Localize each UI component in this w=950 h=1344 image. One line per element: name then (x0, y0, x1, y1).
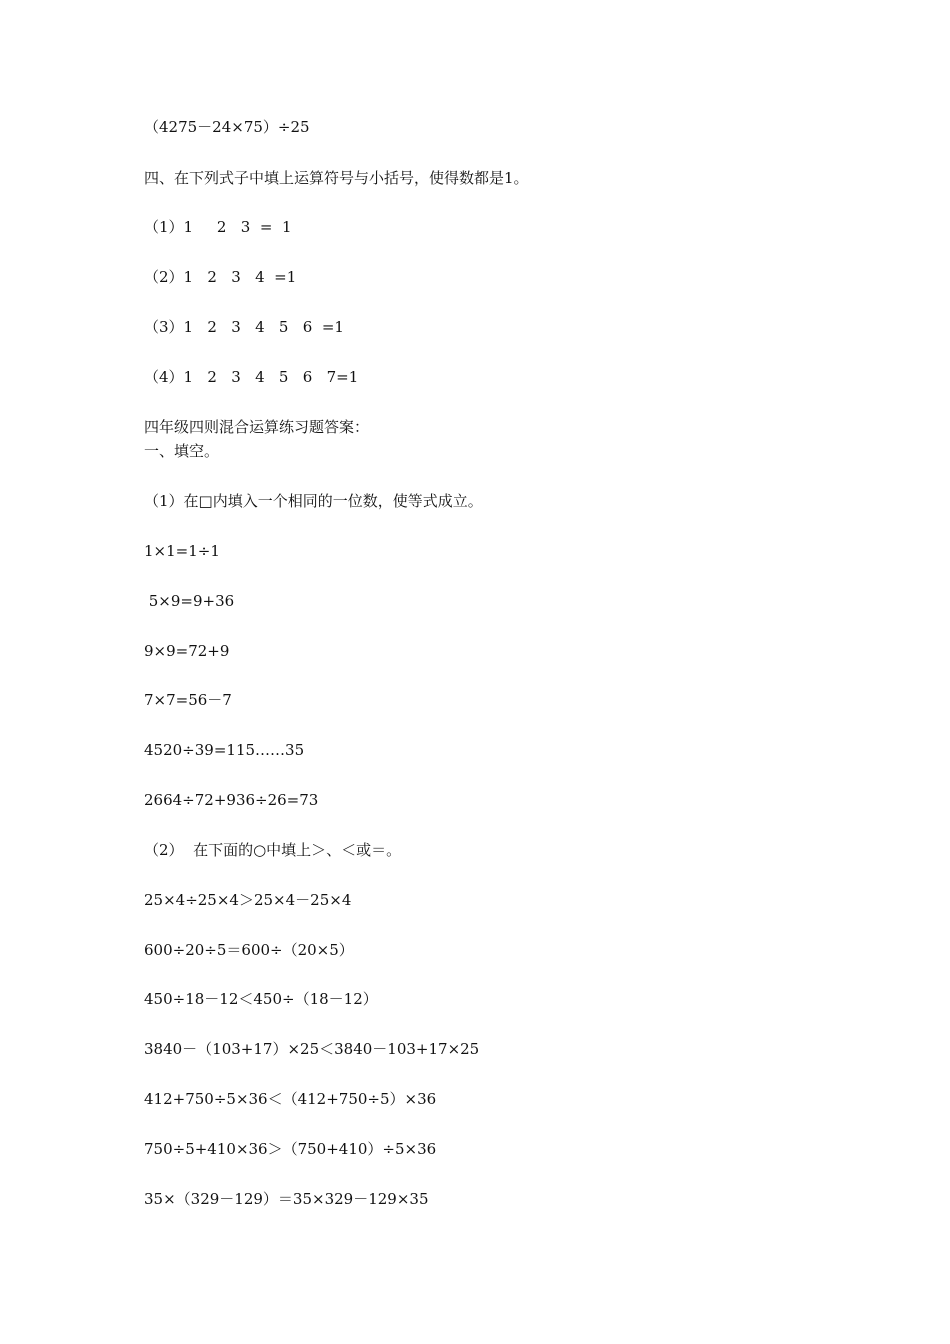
answer-line: 412+750÷5×36＜（412+750÷5）×36 (144, 1090, 437, 1108)
section-four-heading: 四、在下列式子中填上运算符号与小括号，使得数都是1。 (144, 169, 529, 187)
answer-line: 25×4÷25×4＞25×4－25×4 (144, 891, 352, 909)
answer-line: 7×7=56－7 (144, 691, 232, 709)
answer-line: 4520÷39=115……35 (144, 741, 305, 759)
answer-line: 450÷18－12＜450÷（18－12） (144, 990, 378, 1008)
answer-line: 3840－（103+17）×25＜3840－103+17×25 (144, 1040, 480, 1058)
answer-line: 1×1=1÷1 (144, 542, 220, 560)
expression-line: （4275－24×75）÷25 (144, 118, 310, 136)
subsection-heading: （1）在□内填入一个相同的一位数，使等式成立。 (144, 492, 483, 510)
answer-line: 750÷5+410×36＞（750+410）÷5×36 (144, 1140, 437, 1158)
problem-item: （4）1 2 3 4 5 6 7=1 (144, 368, 359, 386)
answer-line: 9×9=72+9 (144, 642, 230, 660)
answer-line: 5×9=9+36 (144, 592, 235, 610)
problem-item: （3）1 2 3 4 5 6 =1 (144, 318, 344, 336)
answers-title: 四年级四则混合运算练习题答案： (144, 418, 370, 436)
answer-line: 2664÷72+936÷26=73 (144, 791, 319, 809)
section-one-heading: 一、填空。 (144, 442, 220, 460)
answer-line: 600÷20÷5＝600÷（20×5） (144, 941, 354, 959)
answer-line: 35×（329－129）＝35×329－129×35 (144, 1190, 429, 1208)
subsection-heading: （2） 在下面的○中填上＞、＜或＝。 (144, 841, 402, 859)
problem-item: （2）1 2 3 4 =1 (144, 268, 297, 286)
problem-item: （1）1 2 3 = 1 (144, 218, 292, 236)
